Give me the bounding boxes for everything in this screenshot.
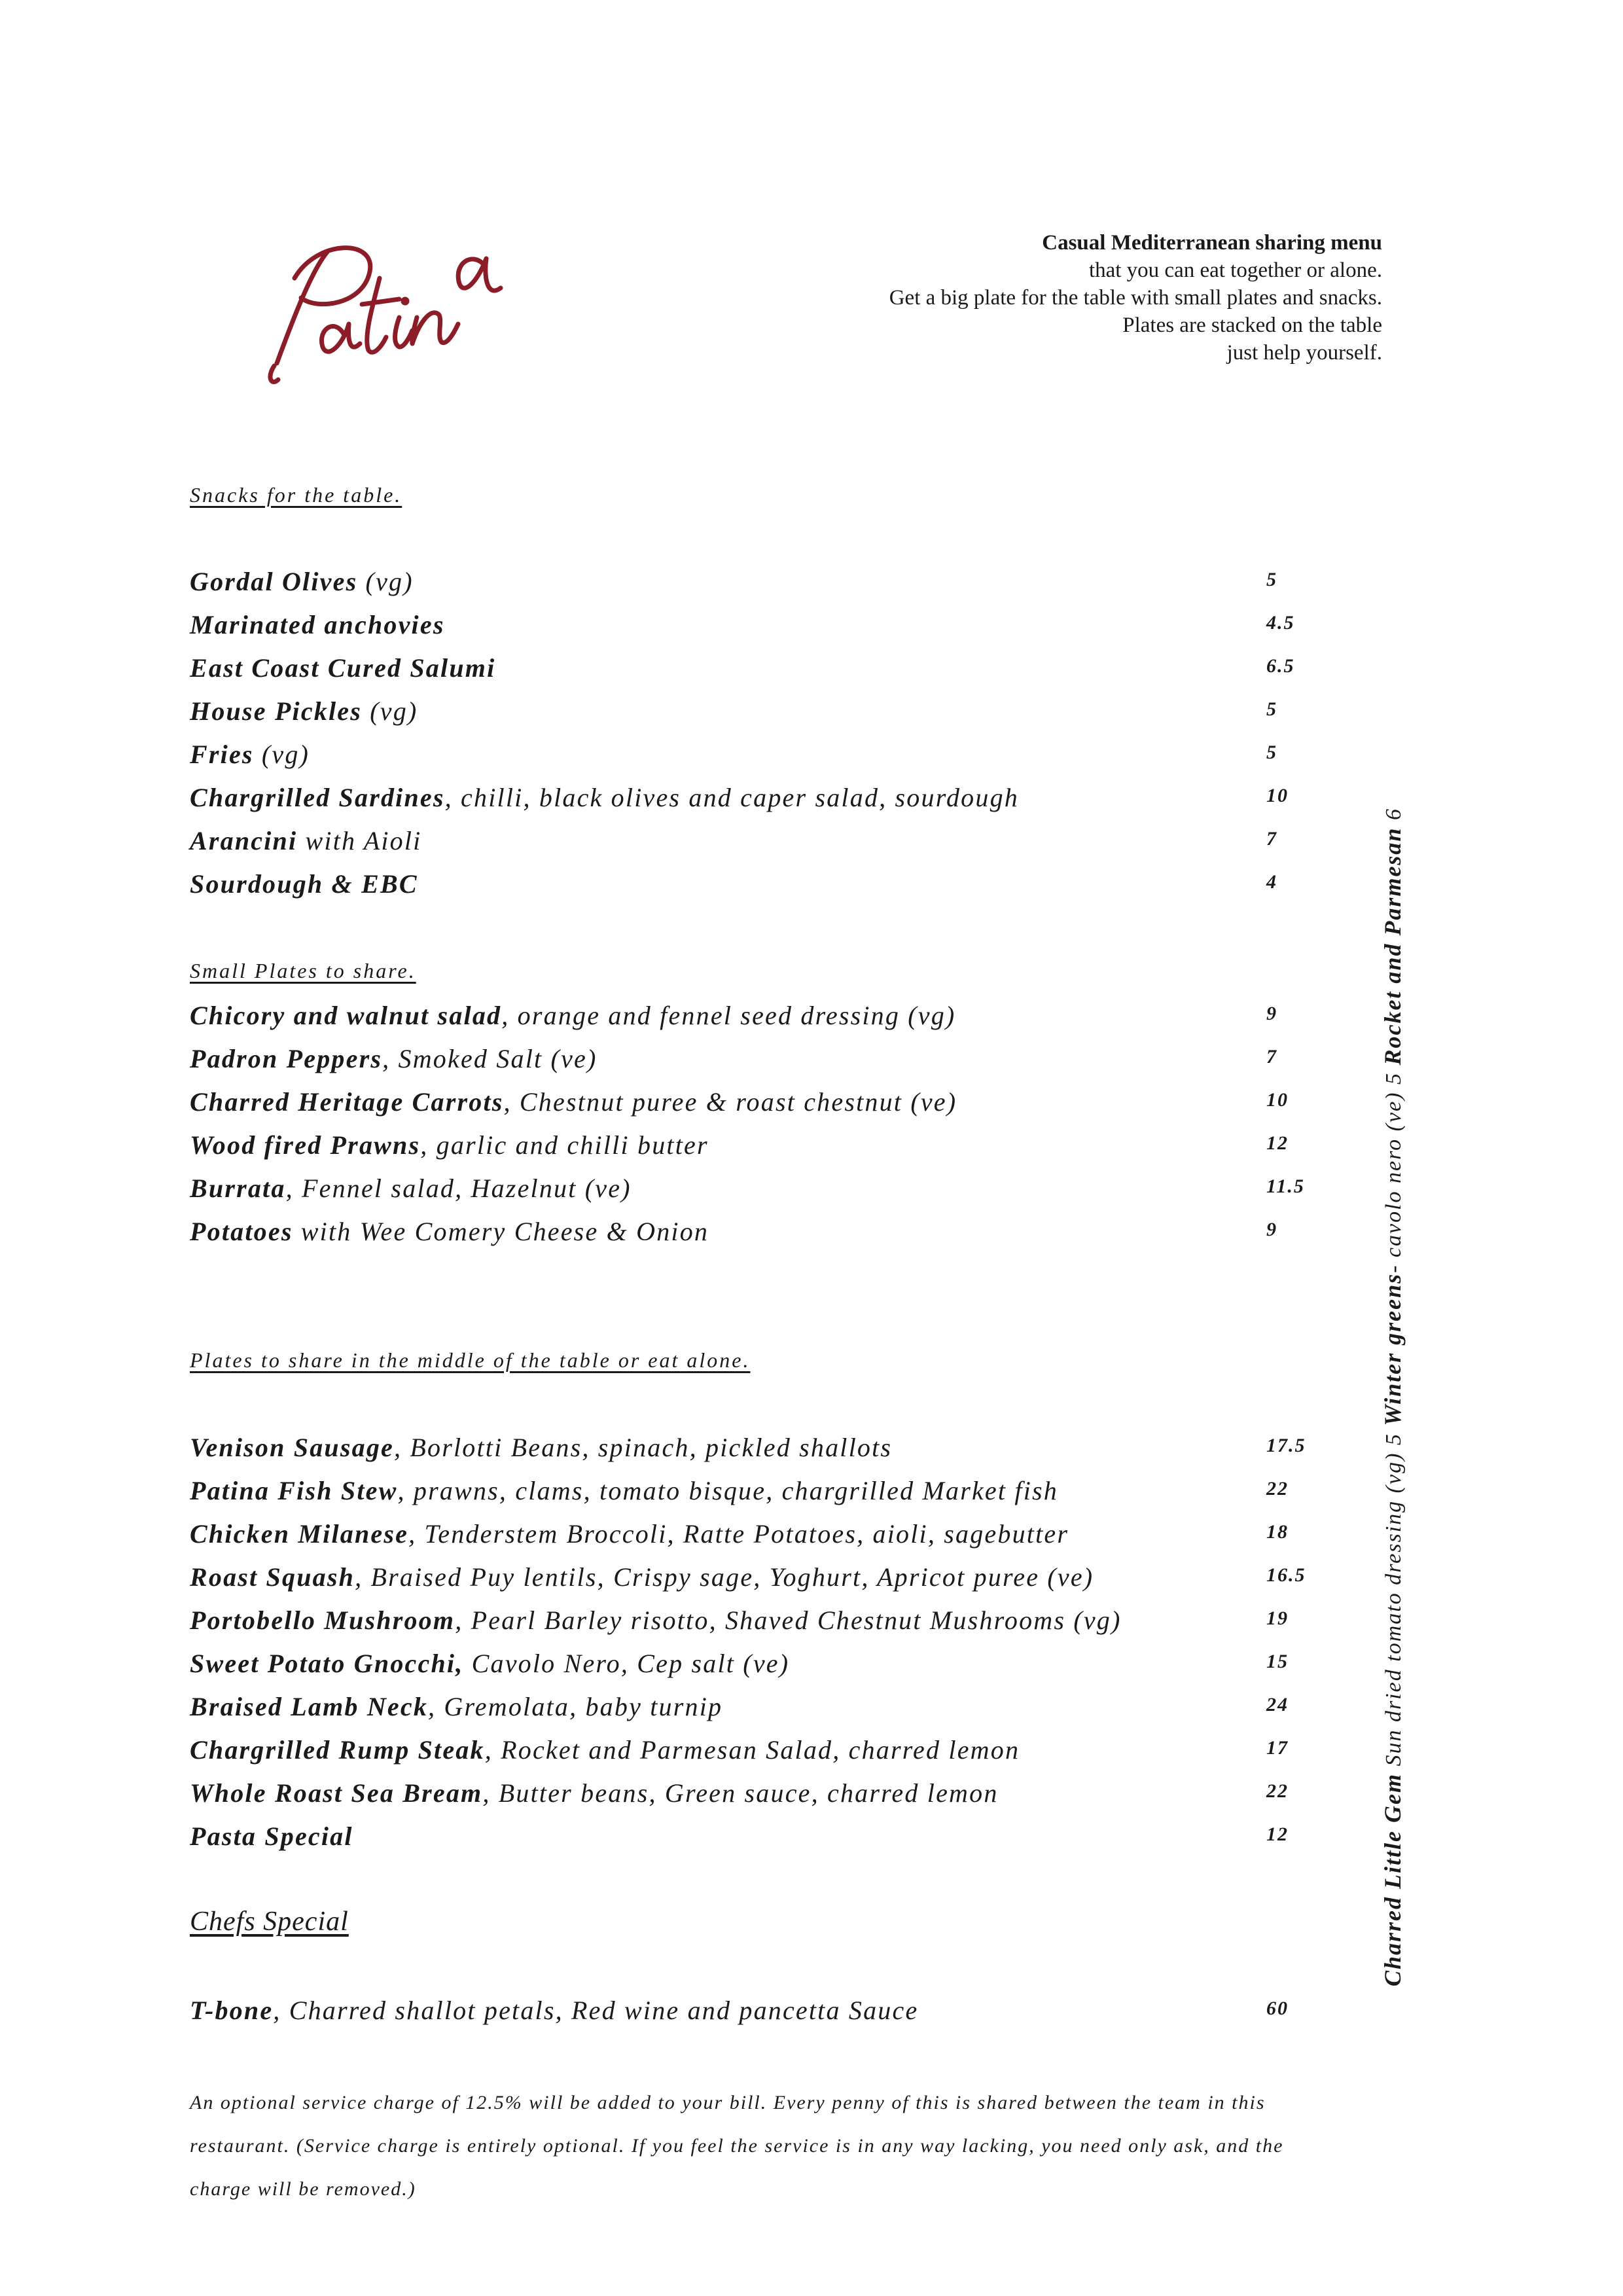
item-desc: Cavolo Nero, Cep salt (ve) — [463, 1649, 790, 1678]
intro-line: that you can eat together or alone. — [1088, 259, 1382, 282]
menu-item — [190, 782, 1329, 825]
item-name: Padron Peppers — [190, 1044, 383, 1073]
item-desc: , Braised Puy lentils, Crispy sage, Yoghurt, Apricot puree (ve) — [355, 1562, 1094, 1592]
item-name: Burrata — [190, 1174, 286, 1203]
item-desc: (vg) — [357, 567, 414, 596]
item-name: Sweet Potato Gnocchi, — [190, 1649, 464, 1678]
item-desc: , Borlotti Beans, spinach, pickled shallots — [393, 1433, 893, 1462]
item-price: 15 — [1266, 1651, 1289, 1672]
menu-item — [190, 1691, 1329, 1734]
menu-item — [190, 566, 1329, 609]
intro-lead: Casual Mediterranean sharing menu — [1042, 231, 1382, 255]
item-price: 12 — [1266, 1823, 1289, 1845]
item-desc: , Fennel salad, Hazelnut (ve) — [285, 1174, 632, 1203]
item-price: 7 — [1266, 1046, 1277, 1067]
item-price: 9 — [1266, 1219, 1277, 1240]
item-desc: (vg) — [362, 696, 418, 726]
item-price: 60 — [1266, 1998, 1289, 2019]
item-name: Wood fired Prawns — [190, 1130, 421, 1160]
item-desc: , Chestnut puree & roast chestnut (ve) — [503, 1087, 957, 1117]
section-title-plates: Plates to share in the middle of the table or eat alone. — [190, 1348, 751, 1372]
item-name: Chargrilled Sardines — [190, 783, 445, 812]
item-name: Marinated anchovies — [190, 610, 445, 639]
item-desc: , chilli, black olives and caper salad, sourdough — [444, 783, 1019, 812]
item-price: 17 — [1266, 1737, 1289, 1759]
item-name: Patina Fish Stew — [190, 1476, 398, 1505]
item-name: Chargrilled Rump Steak — [190, 1735, 485, 1765]
menu-item — [190, 1173, 1329, 1216]
item-desc: , Gremolata, baby turnip — [428, 1692, 723, 1721]
item-price: 7 — [1266, 828, 1277, 850]
section-title-snacks: Snacks for the table. — [190, 483, 402, 507]
item-desc: , prawns, clams, tomato bisque, chargrilled Market fish — [397, 1476, 1058, 1505]
item-name: Pasta Special — [190, 1821, 353, 1851]
side-name: Winter greens — [1380, 1272, 1406, 1426]
menu-item — [190, 1821, 1329, 1864]
item-desc: , Butter beans, Green sauce, charred lemon — [482, 1778, 999, 1808]
menu-item — [190, 1778, 1329, 1821]
item-name: Arancini — [190, 826, 298, 855]
item-price: 4 — [1266, 871, 1277, 893]
side-name: Charred Little Gem — [1380, 1773, 1406, 1986]
side-desc: 6 — [1382, 808, 1406, 827]
item-price: 10 — [1266, 1089, 1289, 1111]
menu-item — [190, 1086, 1329, 1130]
item-price: 18 — [1266, 1521, 1289, 1543]
item-desc: , orange and fennel seed dressing (vg) — [501, 1001, 956, 1030]
item-name: Fries — [190, 740, 254, 769]
section-title-small-plates: Small Plates to share. — [190, 959, 416, 982]
menu-item — [190, 1734, 1329, 1778]
menu-item — [190, 1432, 1329, 1475]
item-name: Charred Heritage Carrots — [190, 1087, 504, 1117]
item-desc: , Smoked Salt (ve) — [382, 1044, 597, 1073]
side-desc: - cavolo nero (ve) 5 — [1382, 1065, 1406, 1273]
menu-item — [190, 696, 1329, 739]
menu-item — [190, 869, 1329, 912]
item-desc: , Pearl Barley risotto, Shaved Chestnut Mushrooms (vg) — [455, 1605, 1122, 1635]
item-price: 9 — [1266, 1003, 1277, 1024]
menu-item — [190, 1648, 1329, 1691]
item-name: Roast Squash — [190, 1562, 355, 1592]
item-name: Whole Roast Sea Bream — [190, 1778, 483, 1808]
item-price: 4.5 — [1266, 612, 1295, 634]
item-price: 24 — [1266, 1694, 1289, 1715]
item-name: East Coast Cured Salumi — [190, 653, 496, 683]
menu-item — [190, 739, 1329, 782]
item-price: 12 — [1266, 1132, 1289, 1154]
item-price: 16.5 — [1266, 1564, 1306, 1586]
item-name: Potatoes — [190, 1217, 293, 1246]
item-desc: with Aioli — [297, 826, 422, 855]
intro-line: just help yourself. — [1226, 341, 1382, 365]
item-price: 5 — [1266, 569, 1277, 590]
item-name: House Pickles — [190, 696, 363, 726]
menu-item — [190, 1000, 1329, 1043]
menu-item — [190, 825, 1329, 869]
item-price: 5 — [1266, 698, 1277, 720]
item-desc: , Tenderstem Broccoli, Ratte Potatoes, aioli, sagebutter — [408, 1519, 1069, 1549]
patina-logo — [265, 226, 507, 389]
menu-item — [190, 1518, 1329, 1562]
item-name: Venison Sausage — [190, 1433, 394, 1462]
item-name: Sourdough & EBC — [190, 869, 418, 899]
service-charge-note: An optional service charge of 12.5% will be added to your bill. Every penny of this is shared between the team in this restaurant. (Service charge is entirely optional. If you feel the service is in any way lacking, you need only ask, and the charge will be removed.) — [190, 2092, 1284, 2200]
item-name: Gordal Olives — [190, 567, 358, 596]
item-name: Chicory and walnut salad — [190, 1001, 502, 1030]
item-price: 6.5 — [1266, 655, 1295, 677]
sides-vertical-text — [1379, 612, 1412, 1986]
item-desc: (vg) — [253, 740, 310, 769]
item-name: Chicken Milanese — [190, 1519, 409, 1549]
item-desc: with Wee Comery Cheese & Onion — [293, 1217, 709, 1246]
item-price: 22 — [1266, 1780, 1289, 1802]
patina-script-logo — [265, 226, 507, 389]
intro-text — [597, 229, 1382, 367]
menu-item — [190, 1216, 1329, 1259]
menu-item — [190, 1605, 1329, 1648]
item-desc: , Charred shallot petals, Red wine and pancetta Sauce — [273, 1996, 919, 2025]
menu-item — [190, 1995, 1329, 2038]
item-name: Braised Lamb Neck — [190, 1692, 429, 1721]
intro-line: Get a big plate for the table with small plates and snacks. — [889, 286, 1382, 310]
menu-item — [190, 653, 1329, 696]
side-name: Rocket and Parmesan — [1380, 827, 1406, 1066]
menu-item — [190, 609, 1329, 653]
item-price: 22 — [1266, 1478, 1289, 1499]
menu-item — [190, 1130, 1329, 1173]
item-name: Portobello Mushroom — [190, 1605, 455, 1635]
item-price: 19 — [1266, 1607, 1289, 1629]
item-name: T-bone — [190, 1996, 274, 2025]
item-price: 11.5 — [1266, 1175, 1305, 1197]
intro-line: Plates are stacked on the table — [1122, 314, 1382, 337]
item-desc: , garlic and chilli butter — [420, 1130, 709, 1160]
side-desc: Sun dried tomato dressing (vg) 5 — [1382, 1426, 1406, 1773]
item-price: 10 — [1266, 785, 1289, 806]
section-title-chefs-special: Chefs Special — [190, 1907, 349, 1937]
menu-item — [190, 1475, 1329, 1518]
item-price: 17.5 — [1266, 1435, 1306, 1456]
menu-item — [190, 1562, 1329, 1605]
menu-item — [190, 1043, 1329, 1086]
item-price: 5 — [1266, 742, 1277, 763]
item-desc: , Rocket and Parmesan Salad, charred lemon — [484, 1735, 1020, 1765]
